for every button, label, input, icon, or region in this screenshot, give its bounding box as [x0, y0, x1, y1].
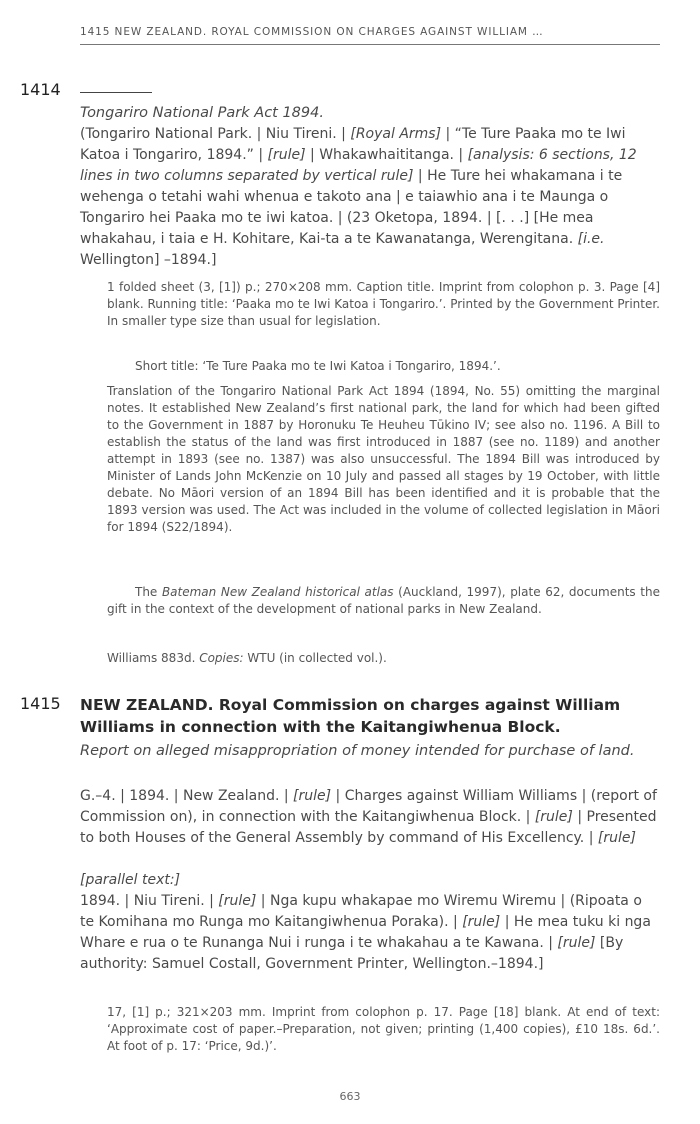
entry-1414-references: Williams 883d. Copies: WTU (in collected vol.). — [107, 651, 387, 665]
running-head-rule — [80, 44, 660, 45]
entry-1415-transcription-english: G.–4. | 1894. | New Zealand. | [rule] | Charges against William Williams | (report of Commission on), in connection with the Kaitangiwhenua Block. | [rule] | Presented to both Houses of the General Assembly by command of His Excellency. | [rule] — [80, 788, 657, 846]
running-head: 1415 NEW ZEALAND. ROYAL COMMISSION ON CHARGES AGAINST WILLIAM … — [80, 26, 544, 38]
entry-1414-translation-note: Translation of the Tongariro National Park Act 1894 (1894, No. 55) omitting the marginal notes. It established New Zealand’s first national park, the land for which had been gifted to the Government in 1887 by Horonuku Te Heuheu Tūkino IV; see also no. 1196. A Bill to establish the status of the land was first introduced in 1887 (see no. 1189) and another attempt in 1893 (see no. 1387) was also unsuccessful. The 1894 Bill was introduced by Minister of Lands John McKenzie on 10 July and passed all stages by 19 October, with little debate. No Māori version of an 1894 Bill has been identified and it is probable that the 1893 version was used. The Act was included in the volume of collected legislation in Māori for 1894 (S22/1894). — [107, 384, 660, 534]
entry-1414-title: Tongariro National Park Act 1894. — [80, 105, 324, 121]
page-number: 663 — [339, 1090, 361, 1103]
entry-number-1415: 1415 — [20, 694, 61, 713]
entry-1414-atlas-note: The Bateman New Zealand historical atlas (Auckland, 1997), plate 62, documents the gift in the context of the development of national parks in New Zealand. — [107, 585, 660, 616]
entry-1414-physical-description: 1 folded sheet (3, [1]) p.; 270×208 mm. Caption title. Imprint from colophon p. 3. Page [4] blank. Running title: ‘Paaka mo te Iwi Katoa i Tongariro.’. Printed by the Government Printer. In smaller type size than usual for legislation. — [107, 280, 660, 328]
entry-1415-physical-description: 17, [1] p.; 321×203 mm. Imprint from colophon p. 17. Page [18] blank. At end of text: ‘Approximate cost of paper.–Preparation, not given; printing (1,400 copies), £10 18s. 6d.’. At foot of p. 17: ‘Price, 9d.)’. — [107, 1005, 660, 1053]
entry-number-1414: 1414 — [20, 80, 61, 99]
entry-1415-heading: NEW ZEALAND. Royal Commission on charges against William Williams in connection with the Kaitangiwhenua Block. — [80, 696, 621, 736]
entry-1415-transcription-maori: 1894. | Niu Tireni. | [rule] | Nga kupu whakapae mo Wiremu Wiremu | (Ripoata o te Komihana mo Runga mo Kaitangiwhenua Poraka). | [rule] | He mea tuku ki nga Whare e rua o te Runanga Nui i runga i te whakahau a te Kawana. | [rule] [By authority: Samuel Costall, Government Printer, Wellington.–1894.] — [80, 893, 651, 972]
entry-1414-short-title: Short title: ‘Te Ture Paaka mo te Iwi Katoa i Tongariro, 1894.’. — [135, 359, 501, 373]
entry-1414-transcription: (Tongariro National Park. | Niu Tireni. | [Royal Arms] | “Te Ture Paaka mo te Iwi Katoa i Tongariro, 1894.” | [rule] | Whakawhaititanga. | [analysis: 6 sections, 12 lines in two columns separated by vertical rule] | He Ture hei whakamana i te wehenga o tetahi wahi whenua e takoto ana | e taiawhio ana i te Maunga o Tongariro hei Paaka mo te iwi katoa. | (23 Oketopa, 1894. | [. . .] [He mea whakahau, i taia e H. Kohitare, Kai-ta a te Kawanatanga, Werengitana. [i.e. Wellington] –1894.] — [80, 126, 637, 268]
entry-1415-title: Report on alleged misappropriation of money intended for purchase of land. — [80, 743, 635, 759]
blank-heading-rule — [80, 92, 152, 93]
entry-1415-parallel-label: [parallel text:] — [80, 872, 181, 888]
